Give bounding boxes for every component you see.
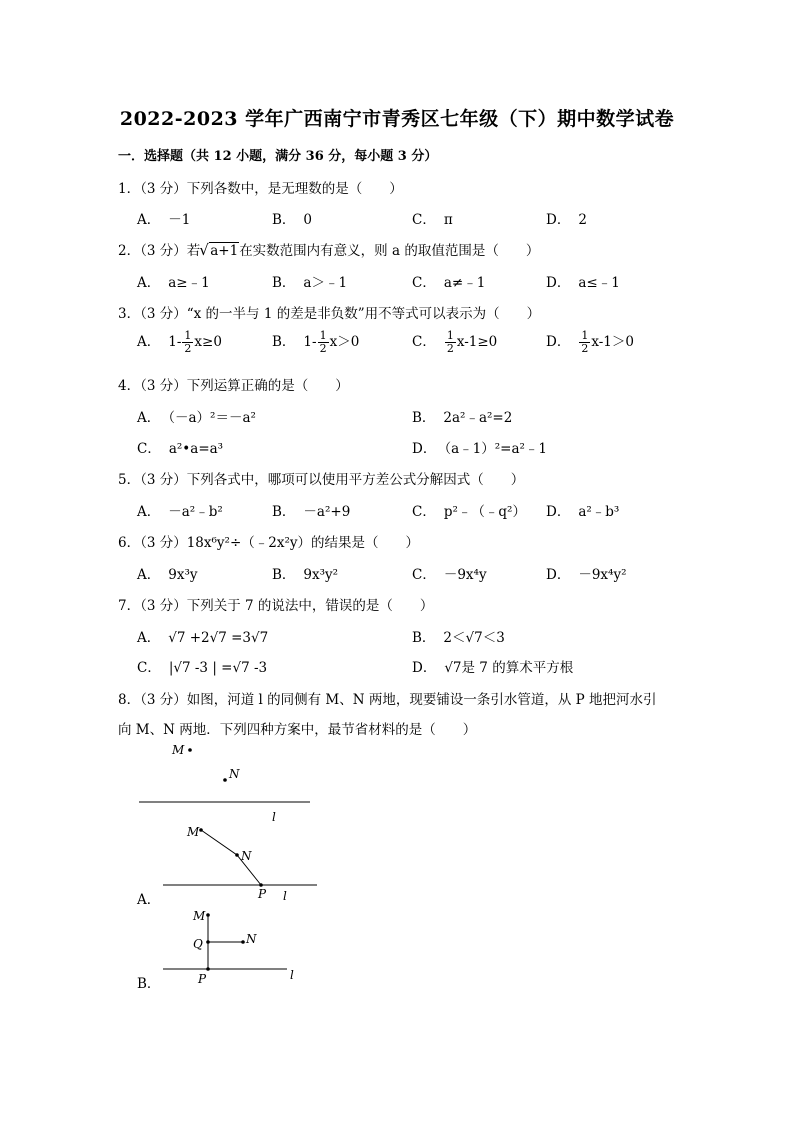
question-2-stem: 2．（3 分）若√ a+1在实数范围内有意义，则 a 的取值范围是（ ） — [118, 239, 539, 259]
q1-option-d: D． 2 — [546, 212, 587, 228]
point-m — [188, 748, 192, 752]
q8-option-b-label: B． — [137, 976, 161, 992]
question-1-stem: 1．（3 分）下列各数中，是无理数的是（ ） — [118, 181, 403, 197]
q6-option-c: C． －9x⁴y — [412, 567, 487, 583]
q8-option-a-label: A． — [137, 892, 161, 908]
q3-option-c: C． $\frac{1}{2}$ x-1≥0 — [412, 329, 498, 355]
point-n-label: N — [229, 767, 240, 781]
q4-option-a: A． （－a）²＝－a² — [137, 410, 256, 426]
q8-option-b-figure — [155, 903, 315, 988]
question-5-stem: 5．（3 分）下列各式中，哪项可以使用平方差公式分解因式（ ） — [118, 472, 525, 488]
q7-option-d: D． √7是 7 的算术平方根 — [412, 660, 574, 676]
q3-option-d: D． $\frac{1}{2}$ x-1＞0 — [546, 329, 634, 355]
option-b-p-label: P — [198, 972, 207, 986]
q5-option-d: D． a²﹣b³ — [546, 504, 620, 520]
page-title: 2022-2023 学年广西南宁市青秀区七年级（下）期中数学试卷 — [119, 108, 675, 130]
line-l-label: l — [272, 810, 276, 824]
option-b-q-label: Q — [193, 937, 203, 951]
question-3-stem: 3．（3 分）“x 的一半与 1 的差是非负数”用不等式可以表示为（ ） — [118, 306, 541, 322]
q2-option-c: C． a≠﹣1 — [412, 275, 486, 291]
q5-option-c: C． p²﹣（﹣q²） — [412, 504, 526, 520]
option-a-n-label: N — [241, 849, 252, 863]
q6-option-b: B． 9x³y² — [272, 567, 339, 583]
q7-option-a: A． √7 +2√7 =3√7 — [137, 630, 269, 646]
question-7-stem: 7．（3 分）下列关于 7 的说法中，错误的是（ ） — [118, 598, 434, 614]
option-b-m-label: M — [193, 909, 206, 923]
q1-option-c: C． π — [412, 212, 453, 228]
option-b-n-label: N — [246, 932, 257, 946]
question-6-stem: 6．（3 分）18x⁶y²÷（﹣2x²y）的结果是（ ） — [118, 535, 420, 551]
q4-option-c: C． a²•a=a³ — [137, 441, 224, 457]
option-b-point-p — [206, 967, 210, 971]
q2-option-a: A． a≥﹣1 — [137, 275, 210, 291]
option-a-m-label: M — [187, 825, 200, 839]
question-4-stem: 4．（3 分）下列运算正确的是（ ） — [118, 378, 349, 394]
option-a-pipe — [201, 830, 261, 885]
q5-option-b: B． －a²+9 — [272, 504, 351, 520]
q5-option-a: A． －a²﹣b² — [137, 504, 223, 520]
option-b-l-label: l — [290, 968, 294, 982]
q8-main-figure — [130, 738, 330, 828]
option-b-point-n — [241, 940, 245, 944]
sqrt-expression: √ a+1 — [200, 243, 239, 259]
q6-option-d: D． －9x⁴y² — [546, 567, 627, 583]
q4-option-b: B． 2a²﹣a²=2 — [412, 410, 513, 426]
q7-option-b: B． 2＜√7＜3 — [412, 630, 505, 646]
question-8-stem-line-1: 8．（3 分）如图，河道 l 的同侧有 M、N 两地，现要铺设一条引水管道，从 P 地把河水引 — [118, 692, 657, 708]
q8-option-a-figure — [155, 818, 325, 903]
q1-option-a: A． －1 — [137, 212, 191, 228]
q7-option-c: C． |√7 -3 | =√7 -3 — [137, 660, 268, 676]
option-a-p-label: P — [258, 887, 267, 901]
point-m-label: M — [172, 743, 185, 757]
q1-option-b: B． 0 — [272, 212, 313, 228]
q3-option-a: A． 1- $\frac{1}{2}$ x≥0 — [137, 329, 222, 355]
q6-option-a: A． 9x³y — [137, 567, 198, 583]
q3-option-b: B． 1- $\frac{1}{2}$ x＞0 — [272, 329, 360, 355]
q2-option-b: B． a＞﹣1 — [272, 275, 348, 291]
q2-option-d: D． a≤﹣1 — [546, 275, 620, 291]
point-n — [223, 778, 227, 782]
question-8-stem-line-2: 向 M、N 两地．下列四种方案中，最节省材料的是（ ） — [118, 722, 477, 738]
section-heading: 一．选择题（共 12 小题，满分 36 分，每小题 3 分） — [118, 149, 438, 164]
option-a-l-label: l — [283, 889, 287, 903]
q4-option-d: D． （a﹣1）²=a²﹣1 — [412, 441, 547, 457]
